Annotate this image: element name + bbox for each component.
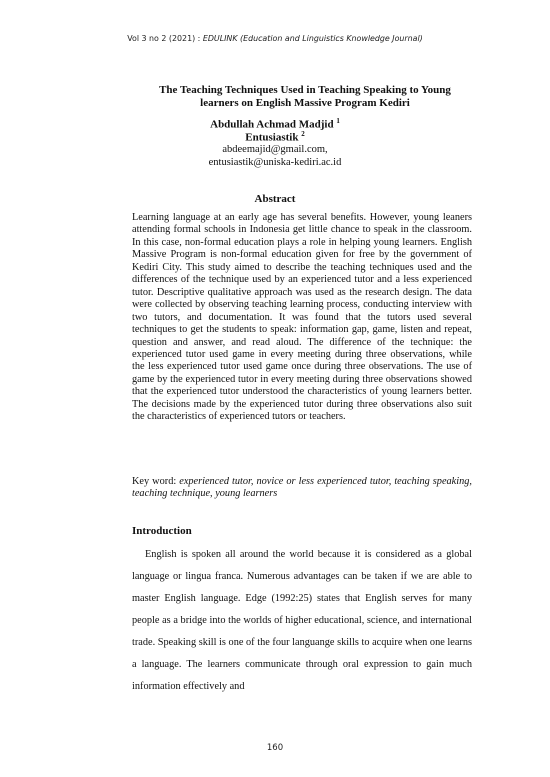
author-affiliation-mark: 1 [336,117,340,125]
abstract-body: Learning language at an early age has several benefits. However, young leaners attending formal schools in Indonesia get little chance to speak in the classroom. In this case, non-formal education plays a role in helping young learners. English Massive Program is non-formal education given for free by the government of Kediri City. This study aimed to describe the teaching techniques used and the differences of the technique used by an experienced tutor and a less experienced tutor. Descriptive qualitative approach was used as the research design. The data were collected by observing teaching learning process, conducting interview with two tutors, and documentation. It was found that the tutors used several techniques to get the students to speak: information gap, game, listen and repeat, question and answer, and read aloud. The difference of the technique: the experienced tutor used game in every meeting during three observations, while the less experienced tutor used game once during three observations. The use of game by the experienced tutor in every meeting during three observations showed that the experienced tutor understood the characteristics of young learners better. The decisions made by the experienced tutor during three observations also suit the characteristics of experienced tutors or teachers. [132,212,472,423]
author-name: Abdullah Achmad Madjid [210,118,334,131]
author-2 [0,130,550,144]
introduction-body: English is spoken all around the world because it is considered as a global language or lingua franca. Numerous advantages can be taken if we are able to master English language. Edge (1992:25) states that English serves for many people as a bridge into the worlds of higher educational, science, and international trade. Speaking skill is one of the four languange skills to acquire when one learns a language. The learners communicate through oral expression to gain much information effectively and [132,549,472,692]
header-volume: Vol 3 no 2 (2021) : [127,34,201,43]
author-email-1: abdeemajid@gmail.com, [222,144,328,155]
running-header [0,34,550,43]
page-number: 160 [266,743,284,753]
paper-title: The Teaching Techniques Used in Teaching Speaking to Young learners on English Massive Program Kediri [159,84,451,109]
author-name: Entusiastik [245,131,299,144]
keywords-terms: experienced tutor, novice or less experienced tutor, teaching speaking, teaching technique, young learners [132,476,472,500]
abstract-heading: Abstract [254,193,296,205]
author-1 [0,117,550,131]
introduction-heading: Introduction [132,525,192,537]
author-affiliation-mark: 2 [301,130,305,138]
author-email-2: entusiastik@uniska-kediri.ac.id [208,157,342,168]
header-journal: EDULINK (Education and Linguistics Knowledge Journal) [202,34,423,43]
keywords [132,476,472,501]
keywords-label: Key word: [132,476,177,487]
